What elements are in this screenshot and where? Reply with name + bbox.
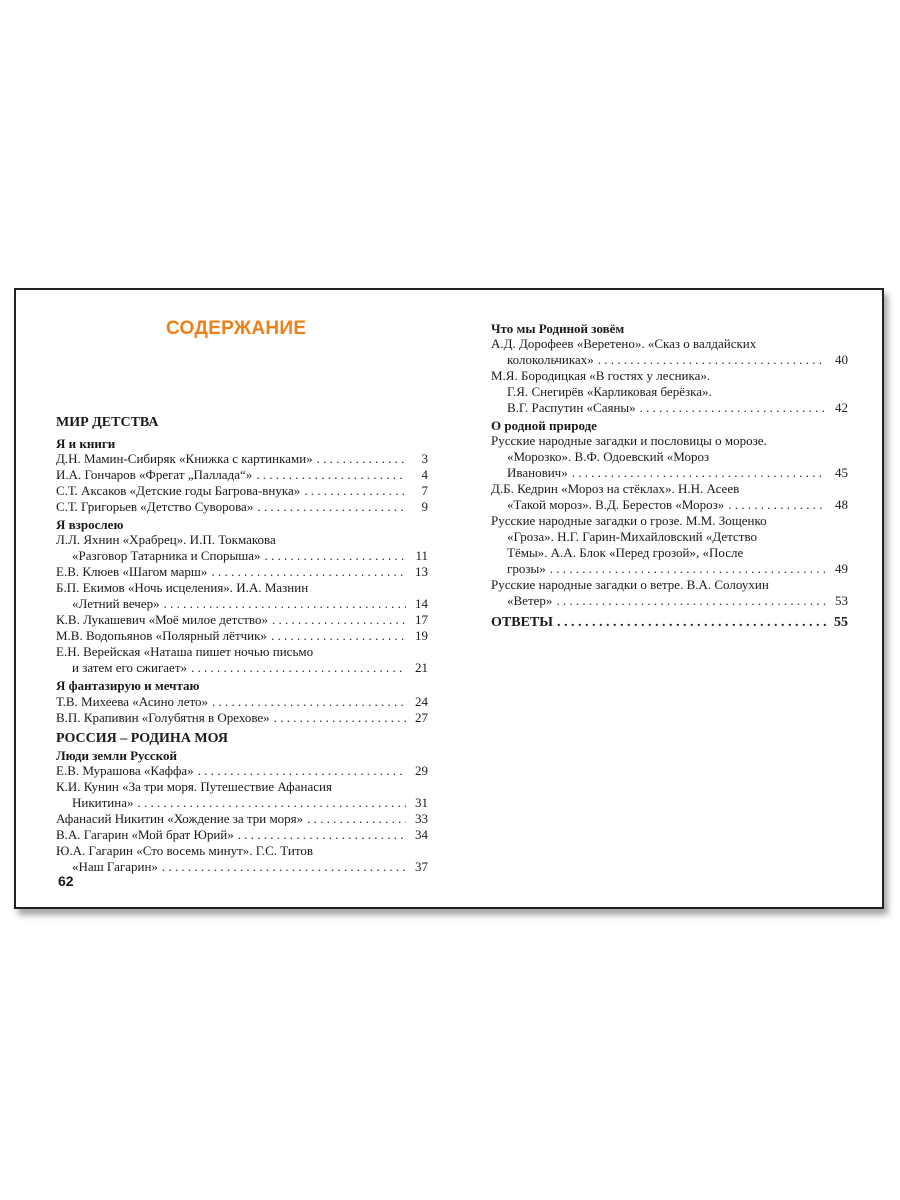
toc-entry-title: К.В. Лукашевич «Моё милое детство» [56, 612, 268, 627]
dot-leader [137, 795, 406, 811]
toc-entry-title: С.Т. Григорьев «Детство Суворова» [56, 499, 254, 514]
toc-entry [491, 593, 848, 609]
toc-page-number: 7 [421, 483, 428, 498]
dot-leader [238, 827, 406, 843]
dot-leader [257, 499, 406, 515]
toc-entry-title: Т.В. Михеева «Асино лето» [56, 694, 209, 709]
toc-page-number: 4 [421, 467, 428, 482]
toc-page-number: 37 [415, 859, 428, 874]
toc-entry [491, 352, 848, 368]
toc-entry-text: Тёмы». А.А. Блок «Перед грозой», «После [507, 545, 744, 560]
toc-page-number: 45 [835, 465, 848, 480]
toc-page-number: 49 [835, 561, 848, 576]
toc-entry-text: Ю.А. Гагарин «Сто восемь минут». Г.С. Титов [56, 843, 313, 858]
toc-entry [491, 497, 848, 513]
toc-entry-text: К.И. Кунин «За три моря. Путешествие Афанасия [56, 779, 332, 794]
toc-entry-text: Л.Л. Яхнин «Храбрец». И.П. Токмакова [56, 532, 276, 547]
toc-entry-title: Никитина» [72, 795, 134, 810]
dot-leader [191, 660, 406, 676]
page-number: 62 [58, 873, 74, 889]
toc-entry-title: И.А. Гончаров «Фрегат „Паллада“» [56, 467, 253, 482]
dot-leader [212, 694, 406, 710]
toc-entry-text: Русские народные загадки о грозе. М.М. Зощенко [491, 513, 767, 528]
toc-page-number: 55 [834, 615, 848, 630]
toc-page-number: 33 [415, 811, 428, 826]
dot-leader [162, 859, 406, 875]
dot-leader [307, 811, 406, 827]
toc-page-number: 17 [415, 612, 428, 627]
dot-leader [572, 465, 826, 481]
toc-entry-title: колокольчиках» [507, 352, 594, 367]
toc-entry-text: Г.Я. Снегирёв «Карликовая берёзка». [507, 384, 712, 399]
toc-entry-title: ОТВЕТЫ [491, 615, 553, 630]
book-page [14, 288, 884, 909]
dot-leader [271, 628, 406, 644]
toc-entry [56, 596, 428, 612]
dot-leader [304, 483, 406, 499]
toc-page-number: 29 [415, 763, 428, 778]
dot-leader [274, 710, 406, 726]
toc-entry [56, 811, 428, 827]
toc-entry-title: В.П. Крапивин «Голубятня в Орехове» [56, 710, 270, 725]
toc-page-number: 31 [415, 795, 428, 810]
page-title: СОДЕРЖАНИЕ [166, 318, 307, 339]
toc-entry [56, 710, 428, 726]
toc-entry-title: «Такой мороз». В.Д. Берестов «Мороз» [507, 497, 725, 512]
toc-page-number: 13 [415, 564, 428, 579]
toc-entry [56, 694, 428, 710]
dot-leader [164, 596, 406, 612]
toc-page-number: 3 [421, 451, 428, 466]
toc-entry-title: Е.В. Клюев «Шагом марш» [56, 564, 208, 579]
toc-entry [56, 451, 428, 467]
toc-entry [491, 615, 848, 631]
toc-entry-text: «Морозко». В.Ф. Одоевский «Мороз [507, 449, 710, 464]
toc-entry [56, 795, 428, 811]
toc-entry [56, 499, 428, 515]
toc-entry-text: Д.Б. Кедрин «Мороз на стёклах». Н.Н. Асеев [491, 481, 740, 496]
toc-page-number: 9 [421, 499, 428, 514]
dot-leader [211, 564, 406, 580]
toc-entry [491, 561, 848, 577]
subsection-heading: Я и книги [56, 436, 116, 451]
toc-entry-title: грозы» [507, 561, 546, 576]
toc-entry-text: «Гроза». Н.Г. Гарин-Михайловский «Детство [507, 529, 758, 544]
dot-leader [556, 593, 826, 609]
toc-entry-text: Русские народные загадки о ветре. В.А. Солоухин [491, 577, 769, 592]
toc-entry [56, 859, 428, 875]
toc-page-number: 21 [415, 660, 428, 675]
toc-page-number: 53 [835, 593, 848, 608]
dot-leader [317, 451, 406, 467]
dot-leader [265, 548, 406, 564]
toc-entry [56, 564, 428, 580]
toc-entry [56, 660, 428, 676]
dot-leader [550, 561, 826, 577]
toc-entry-text: А.Д. Дорофеев «Веретено». «Сказ о валдайских [491, 336, 757, 351]
toc-entry-title: «Летний вечер» [72, 596, 160, 611]
subsection-heading: Что мы Родиной зовём [491, 321, 625, 336]
section-heading: РОССИЯ – РОДИНА МОЯ [56, 731, 228, 746]
toc-page-number: 24 [415, 694, 428, 709]
toc-page-number: 42 [835, 400, 848, 415]
toc-entry-title: Иванович» [507, 465, 568, 480]
toc-entry [491, 465, 848, 481]
toc-entry-text: М.Я. Бородицкая «В гостях у лесника». [491, 368, 711, 383]
toc-entry-title: «Наш Гагарин» [72, 859, 158, 874]
toc-entry-title: С.Т. Аксаков «Детские годы Багрова-внука» [56, 483, 301, 498]
toc-page-number: 14 [415, 596, 428, 611]
toc-entry-title: В.Г. Распутин «Саяны» [507, 400, 636, 415]
toc-page-number: 48 [835, 497, 848, 512]
dot-leader [272, 612, 406, 628]
toc-entry-title: Д.Н. Мамин-Сибиряк «Книжка с картинками» [56, 451, 313, 466]
toc-entry [56, 612, 428, 628]
subsection-heading: О родной природе [491, 418, 597, 433]
toc-page-number: 34 [415, 827, 428, 842]
toc-entry-title: М.В. Водопьянов «Полярный лётчик» [56, 628, 267, 643]
toc-page-number: 27 [415, 710, 428, 725]
toc-entry-title: и затем его сжигает» [72, 660, 187, 675]
toc-entry-text: Е.Н. Верейская «Наташа пишет ночью письмо [56, 644, 314, 659]
toc-entry [56, 628, 428, 644]
subsection-heading: Люди земли Русской [56, 748, 177, 763]
toc-entry-title: Е.В. Мурашова «Каффа» [56, 763, 194, 778]
toc-entry-title: «Ветер» [507, 593, 553, 608]
toc-page-number: 40 [835, 352, 848, 367]
toc-entry [56, 827, 428, 843]
toc-entry-title: В.А. Гагарин «Мой брат Юрий» [56, 827, 234, 842]
dot-leader [557, 615, 826, 631]
toc-entry [491, 400, 848, 416]
toc-entry-title: «Разговор Татарника и Спорыша» [72, 548, 261, 563]
toc-page-number: 19 [415, 628, 428, 643]
toc-entry-text: Б.П. Екимов «Ночь исцеления». И.А. Мазнин [56, 580, 309, 595]
subsection-heading: Я фантазирую и мечтаю [56, 678, 200, 693]
dot-leader [256, 467, 406, 483]
dot-leader [728, 497, 826, 513]
toc-entry [56, 548, 428, 564]
toc-entry [56, 763, 428, 779]
dot-leader [198, 763, 406, 779]
toc-entry-title: Афанасий Никитин «Хождение за три моря» [56, 811, 304, 826]
dot-leader [598, 352, 826, 368]
toc-page-number: 11 [415, 548, 428, 563]
toc-entry-text: Русские народные загадки и пословицы о морозе. [491, 433, 767, 448]
subsection-heading: Я взрослею [56, 517, 124, 532]
toc-entry [56, 483, 428, 499]
dot-leader [640, 400, 826, 416]
section-heading: МИР ДЕТСТВА [56, 415, 159, 430]
toc-entry [56, 467, 428, 483]
